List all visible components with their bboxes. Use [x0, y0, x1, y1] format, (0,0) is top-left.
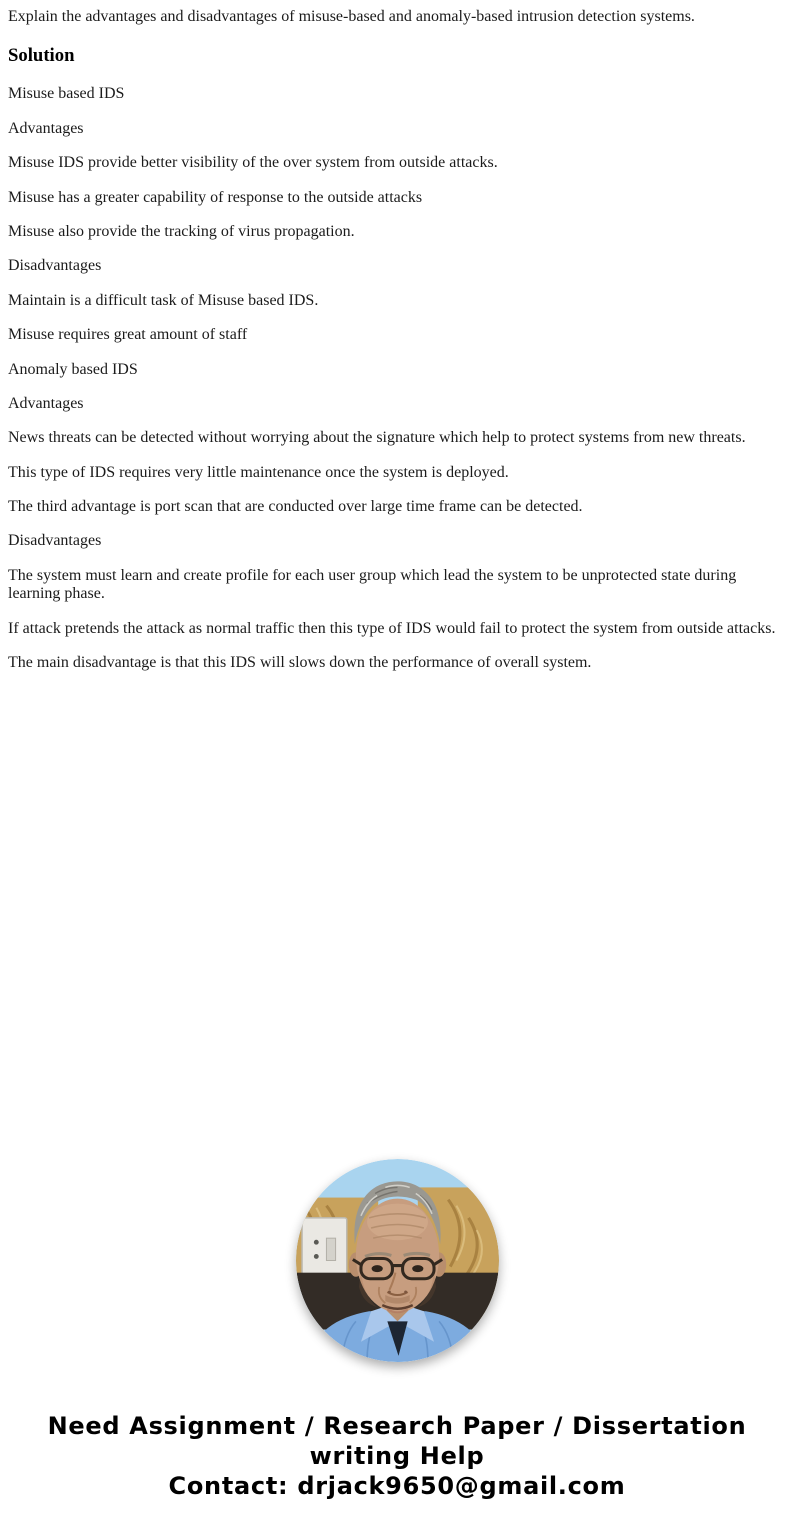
footer-contact-text: Contact: drjack9650@gmail.com [168, 1472, 626, 1501]
paragraph: Misuse requires great amount of staff [8, 326, 248, 344]
paragraph: Misuse IDS provide better visibility of the over system from outside attacks. [8, 154, 498, 172]
avatar-face [348, 1182, 445, 1313]
avatar [296, 1159, 499, 1362]
question-paragraph: Explain the advantages and disadvantages of misuse-based and anomaly-based intrusion detection systems. [8, 8, 695, 25]
footer-banner [8, 1411, 786, 1501]
solution-heading: Solution [8, 45, 75, 67]
paragraph: The system must learn and create profile for each user group which lead the system to be unprotected state during learning phase. [8, 566, 737, 603]
paragraph: Disadvantages [8, 257, 102, 275]
paragraph: If attack pretends the attack as normal traffic then this type of IDS would fail to protect the system from outside attacks. [8, 619, 776, 637]
paragraph: Disadvantages [8, 532, 102, 550]
paragraph: Advantages [8, 394, 84, 412]
footer-help-text: Need Assignment / Research Paper / Dissertation writing Help [47, 1412, 747, 1471]
paragraph: Misuse has a greater capability of response to the outside attacks [8, 188, 423, 206]
paragraph: Misuse also provide the tracking of virus propagation. [8, 222, 355, 240]
paragraph: Misuse based IDS [8, 85, 125, 103]
paragraph: Maintain is a difficult task of Misuse based IDS. [8, 291, 319, 309]
avatar-container [8, 1159, 786, 1362]
paragraph: Anomaly based IDS [8, 360, 138, 378]
paragraph: This type of IDS requires very little maintenance once the system is deployed. [8, 463, 509, 481]
paragraph: News threats can be detected without worrying about the signature which help to protect systems from new threats. [8, 429, 746, 447]
paragraph: The main disadvantage is that this IDS will slows down the performance of overall system. [8, 654, 592, 672]
tutor-avatar-image [296, 1159, 499, 1362]
paragraph: Advantages [8, 119, 84, 137]
paragraph: The third advantage is port scan that are conducted over large time frame can be detected. [8, 498, 583, 516]
